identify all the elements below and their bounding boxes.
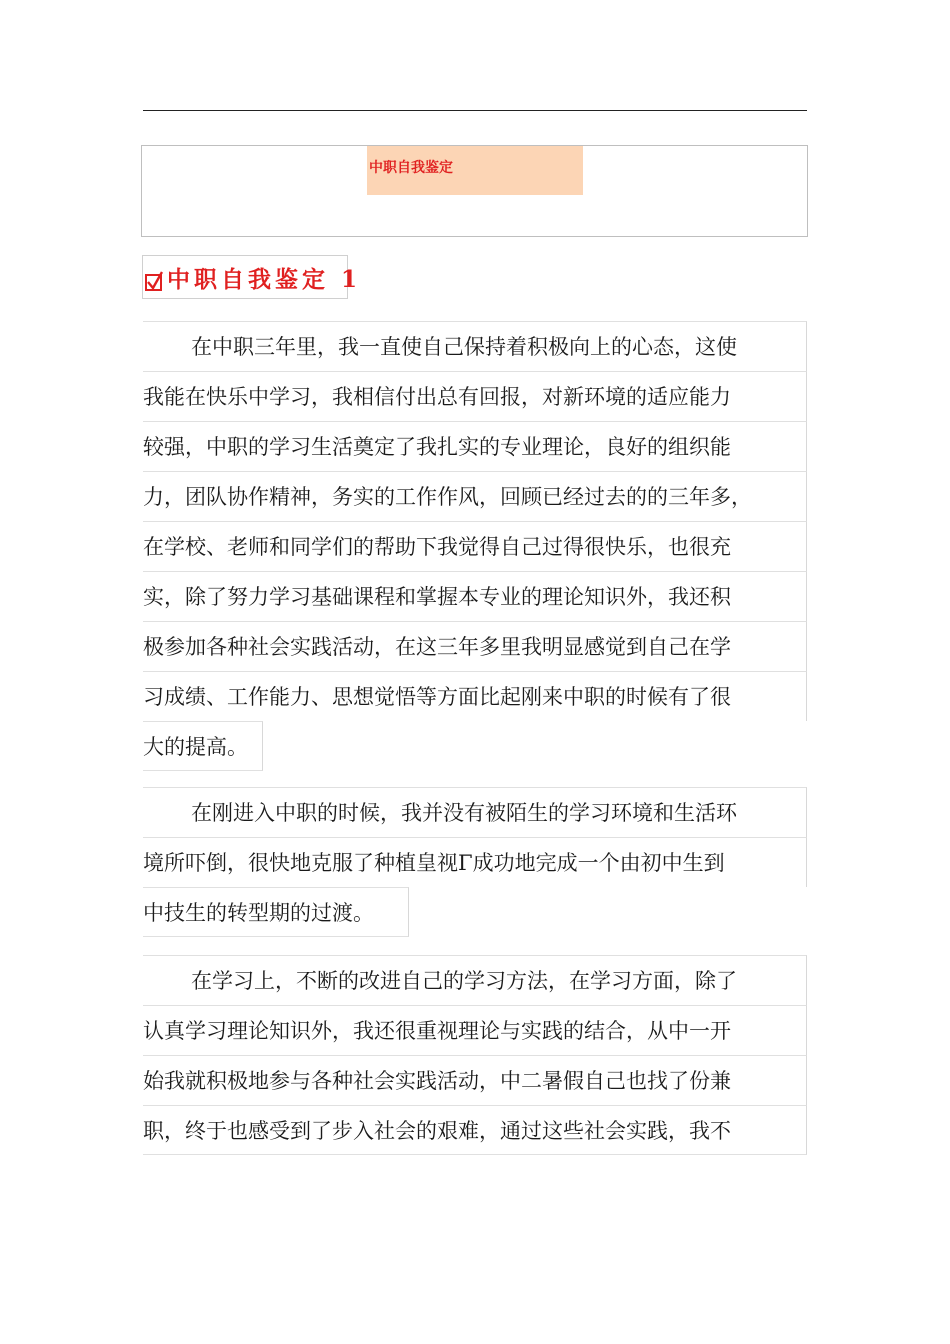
text-line: 习成绩、工作能力、思想觉悟等方面比起刚来中职的时候有了很 xyxy=(143,671,807,721)
header-tag xyxy=(367,146,583,195)
checkbox-checked-icon xyxy=(145,271,163,291)
text-line: 较强，中职的学习生活奠定了我扎实的专业理论，良好的组织能 xyxy=(143,421,807,471)
text-line: 实，除了努力学习基础课程和掌握本专业的理论知识外，我还积 xyxy=(143,571,807,621)
section-heading-text: 中职自我鉴定 1 xyxy=(167,266,362,293)
text-line: 力，团队协作精神，务实的工作作风，回顾已经过去的的三年多， xyxy=(143,471,807,521)
text-line: 大的提高。 xyxy=(143,721,263,771)
text-line: 中技生的转型期的过渡。 xyxy=(143,887,409,937)
section-heading xyxy=(142,255,362,299)
text-line: 在刚进入中职的时候，我并没有被陌生的学习环境和生活环 xyxy=(143,787,807,837)
header-box xyxy=(141,145,808,237)
top-rule xyxy=(143,110,807,111)
text-line: 认真学习理论知识外，我还很重视理论与实践的结合，从中一开 xyxy=(143,1005,807,1055)
paragraph-3 xyxy=(143,955,807,1155)
paragraph-1 xyxy=(143,321,807,771)
text-line: 我能在快乐中学习，我相信付出总有回报，对新环境的适应能力 xyxy=(143,371,807,421)
paragraph-2 xyxy=(143,787,807,937)
header-tag-label: 中职自我鉴定 xyxy=(369,160,453,176)
text-line: 在学校、老师和同学们的帮助下我觉得自己过得很快乐，也很充 xyxy=(143,521,807,571)
text-line: 境所吓倒，很快地克服了种植皇视Γ成功地完成一个由初中生到 xyxy=(143,837,807,887)
text-line: 始我就积极地参与各种社会实践活动，中二暑假自己也找了份兼 xyxy=(143,1055,807,1105)
text-line: 职，终于也感受到了步入社会的艰难，通过这些社会实践，我不 xyxy=(143,1105,807,1155)
text-line: 极参加各种社会实践活动，在这三年多里我明显感觉到自己在学 xyxy=(143,621,807,671)
text-line: 在学习上，不断的改进自己的学习方法，在学习方面，除了 xyxy=(143,955,807,1005)
text-line: 在中职三年里，我一直使自己保持着积极向上的心态，这使 xyxy=(143,321,807,371)
